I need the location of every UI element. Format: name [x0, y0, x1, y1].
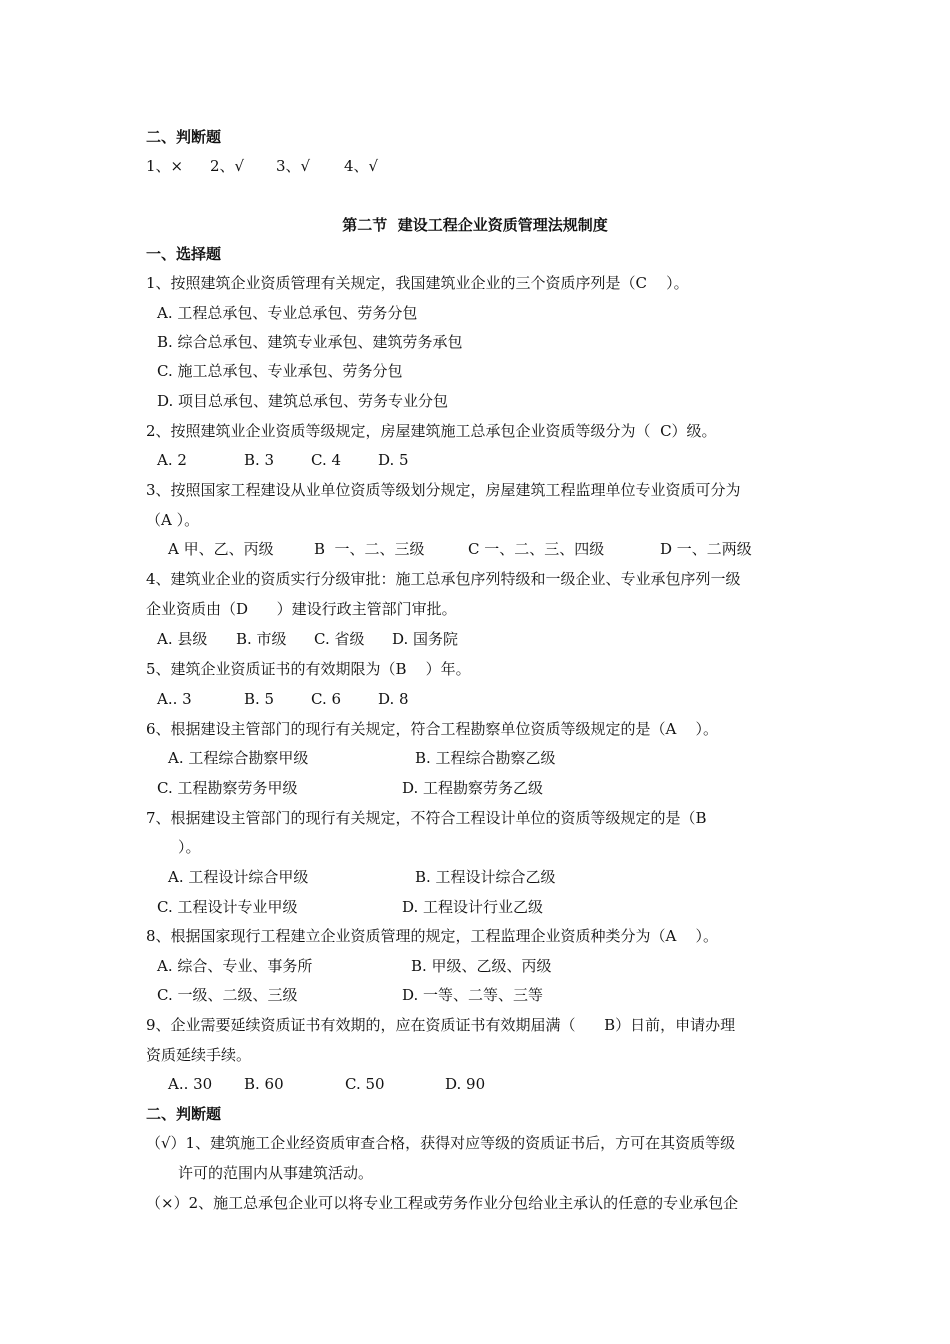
q4-option-b: B. 市级	[236, 630, 287, 648]
q3-option-b: B 一、二、三级	[314, 540, 425, 558]
q3-option-c: C 一、二、三、四级	[468, 540, 605, 558]
q9-option-d: D. 90	[445, 1075, 486, 1093]
q2-option-a: A. 2	[157, 451, 187, 469]
question-4-line-2: 企业资质由（D ）建设行政主管部门审批。	[146, 600, 457, 618]
judge-1-line-1: （√）1、建筑施工企业经资质审查合格，获得对应等级的资质证书后，方可在其资质等级	[146, 1134, 736, 1152]
q7-option-d: D. 工程设计行业乙级	[402, 898, 544, 916]
judge-answer-3: 3、√	[276, 157, 311, 175]
q8-option-a: A. 综合、专业、事务所	[157, 957, 313, 975]
q5-option-a: A.. 3	[157, 690, 192, 708]
q5-option-b: B. 5	[244, 690, 275, 708]
judge-answer-2: 2、√	[210, 157, 245, 175]
q8-option-b: B. 甲级、乙级、丙级	[411, 957, 552, 975]
q9-option-c: C. 50	[345, 1075, 385, 1093]
q1-option-b: B. 综合总承包、建筑专业承包、建筑劳务承包	[157, 333, 463, 351]
question-6: 6、根据建设主管部门的现行有关规定，符合工程勘察单位资质等级规定的是（A ）。	[146, 720, 718, 738]
q7-option-c: C. 工程设计专业甲级	[157, 898, 298, 916]
q4-options	[157, 626, 757, 652]
q6-option-c: C. 工程勘察劳务甲级	[157, 779, 298, 797]
judge-1-line-2: 许可的范围内从事建筑活动。	[178, 1164, 374, 1182]
q2-option-b: B. 3	[244, 451, 275, 469]
q9-option-a: A.. 30	[168, 1075, 213, 1093]
q5-option-d: D. 8	[378, 690, 409, 708]
question-3-line-2: （A ）。	[146, 511, 200, 529]
q1-option-d: D. 项目总承包、建筑总承包、劳务专业分包	[157, 392, 449, 410]
question-9-line-2: 资质延续手续。	[146, 1046, 252, 1064]
judge-answers-row	[146, 153, 846, 179]
question-7-line-2: ）。	[178, 838, 201, 856]
q2-option-c: C. 4	[311, 451, 342, 469]
q3-options	[168, 536, 818, 562]
question-3-line-1: 3、按照国家工程建设从业单位资质等级划分规定，房屋建筑工程监理单位专业资质可分为	[146, 481, 741, 499]
question-7-line-1: 7、根据建设主管部门的现行有关规定，不符合工程设计单位的资质等级规定的是（B	[146, 809, 707, 827]
choice-heading: 一、选择题	[146, 245, 222, 263]
judge-heading-2: 二、判断题	[146, 1105, 222, 1123]
q8-option-c: C. 一级、二级、三级	[157, 986, 298, 1004]
q5-options	[157, 686, 757, 712]
judge-heading-1: 二、判断题	[146, 128, 222, 146]
q6-option-b: B. 工程综合勘察乙级	[415, 749, 556, 767]
q4-option-a: A. 县级	[157, 630, 208, 648]
q9-options	[168, 1071, 768, 1097]
q4-option-d: D. 国务院	[392, 630, 459, 648]
q8-option-d: D. 一等、二等、三等	[402, 986, 544, 1004]
section-title: 第二节 建设工程企业资质管理法规制度	[342, 216, 608, 234]
judge-2-line-1: （×）2、施工总承包企业可以将专业工程或劳务作业分包给业主承认的任意的专业承包企	[146, 1194, 739, 1212]
q3-option-a: A 甲、乙、丙级	[168, 540, 274, 558]
q1-option-c: C. 施工总承包、专业承包、劳务分包	[157, 362, 403, 380]
question-1: 1、按照建筑企业资质管理有关规定，我国建筑业企业的三个资质序列是（C ）。	[146, 274, 689, 292]
q4-option-c: C. 省级	[314, 630, 365, 648]
q6-option-d: D. 工程勘察劳务乙级	[402, 779, 544, 797]
question-8: 8、根据国家现行工程建立企业资质管理的规定，工程监理企业资质种类分为（A ）。	[146, 927, 718, 945]
q5-option-c: C. 6	[311, 690, 342, 708]
question-4-line-1: 4、建筑业企业的资质实行分级审批：施工总承包序列特级和一级企业、专业承包序列一级	[146, 570, 741, 588]
q7-option-a: A. 工程设计综合甲级	[168, 868, 309, 886]
q9-option-b: B. 60	[244, 1075, 284, 1093]
judge-answer-1: 1、×	[146, 157, 184, 175]
judge-answer-4: 4、√	[344, 157, 379, 175]
q2-option-d: D. 5	[378, 451, 409, 469]
question-2: 2、按照建筑业企业资质等级规定，房屋建筑施工总承包企业资质等级分为（ C）级。	[146, 422, 717, 440]
q1-option-a: A. 工程总承包、专业总承包、劳务分包	[157, 304, 418, 322]
q6-option-a: A. 工程综合勘察甲级	[168, 749, 309, 767]
q2-options	[157, 447, 757, 473]
q3-option-d: D 一、二两级	[660, 540, 752, 558]
question-5: 5、建筑企业资质证书的有效期限为（B ）年。	[146, 660, 471, 678]
question-9-line-1: 9、企业需要延续资质证书有效期的，应在资质证书有效期届满（ B）日前，申请办理	[146, 1016, 736, 1034]
q7-option-b: B. 工程设计综合乙级	[415, 868, 556, 886]
